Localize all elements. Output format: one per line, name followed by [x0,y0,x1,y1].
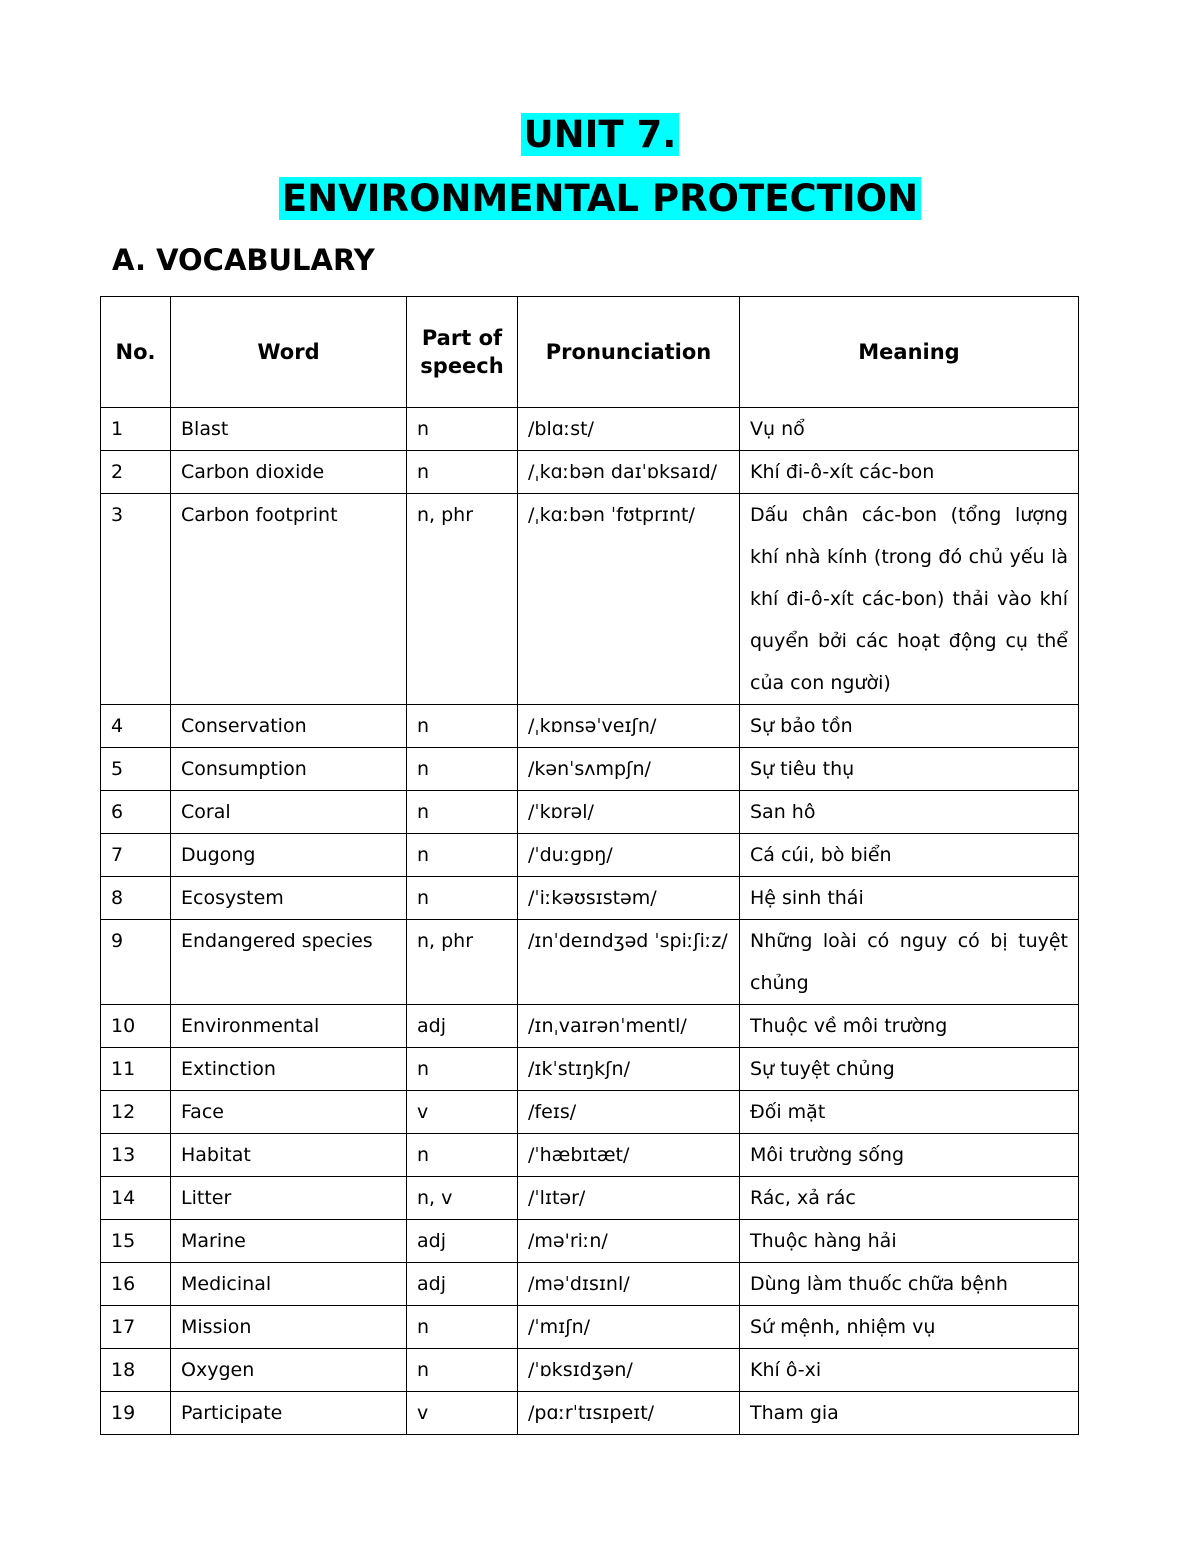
column-header-word: Word [171,297,407,408]
row-part-of-speech: v [407,1392,518,1435]
row-word: Marine [171,1220,407,1263]
row-part-of-speech: adj [407,1005,518,1048]
row-meaning: Rác, xả rác [740,1177,1079,1220]
row-part-of-speech: adj [407,1220,518,1263]
section-heading: A. VOCABULARY [112,243,375,277]
row-pronunciation: /ˈduːɡɒŋ/ [518,834,740,877]
row-number: 14 [101,1177,171,1220]
row-part-of-speech: n [407,1048,518,1091]
row-meaning: Tham gia [740,1392,1079,1435]
row-pronunciation: /ɪkˈstɪŋkʃn/ [518,1048,740,1091]
column-header-meaning: Meaning [740,297,1079,408]
row-word: Face [171,1091,407,1134]
row-number: 8 [101,877,171,920]
row-meaning: Thuộc hàng hải [740,1220,1079,1263]
row-meaning: Môi trường sống [740,1134,1079,1177]
table-row [101,1134,1079,1177]
row-meaning: Sự bảo tồn [740,705,1079,748]
row-word: Medicinal [171,1263,407,1306]
table-row [101,1091,1079,1134]
row-word: Carbon dioxide [171,451,407,494]
row-word: Environmental [171,1005,407,1048]
row-number: 15 [101,1220,171,1263]
row-part-of-speech: n, phr [407,920,518,1005]
table-row [101,1349,1079,1392]
row-meaning: Hệ sinh thái [740,877,1079,920]
row-number: 4 [101,705,171,748]
row-word: Litter [171,1177,407,1220]
row-part-of-speech: n, v [407,1177,518,1220]
table-row [101,705,1079,748]
row-number: 16 [101,1263,171,1306]
row-word: Mission [171,1306,407,1349]
row-pronunciation: /ɪnˌvaɪrənˈmentl/ [518,1005,740,1048]
table-row [101,1263,1079,1306]
vocabulary-table [100,296,1079,1435]
row-part-of-speech: n [407,748,518,791]
row-part-of-speech: v [407,1091,518,1134]
column-header-no: No. [101,297,171,408]
row-number: 6 [101,791,171,834]
table-row [101,920,1079,1005]
row-word: Blast [171,408,407,451]
row-word: Coral [171,791,407,834]
table-header-row [101,297,1079,408]
row-number: 5 [101,748,171,791]
row-number: 18 [101,1349,171,1392]
row-part-of-speech: n [407,705,518,748]
row-word: Oxygen [171,1349,407,1392]
row-word: Carbon footprint [171,494,407,705]
row-meaning: Vụ nổ [740,408,1079,451]
table-row [101,451,1079,494]
row-meaning: Thuộc về môi trường [740,1005,1079,1048]
row-part-of-speech: n [407,451,518,494]
row-pronunciation: /ˌkɑːbən daɪˈɒksaɪd/ [518,451,740,494]
row-pronunciation: /mə'riːn/ [518,1220,740,1263]
row-pronunciation: /ɪnˈdeɪndʒəd ˈspiːʃiːz/ [518,920,740,1005]
row-number: 3 [101,494,171,705]
row-pronunciation: /blɑːst/ [518,408,740,451]
row-word: Participate [171,1392,407,1435]
row-pronunciation: /feɪs/ [518,1091,740,1134]
row-meaning: Sứ mệnh, nhiệm vụ [740,1306,1079,1349]
table-row [101,1306,1079,1349]
row-pronunciation: /ˌkɒnsəˈveɪʃn/ [518,705,740,748]
row-number: 12 [101,1091,171,1134]
row-pronunciation: /ˈkɒrəl/ [518,791,740,834]
row-part-of-speech: n, phr [407,494,518,705]
row-part-of-speech: n [407,1306,518,1349]
row-number: 7 [101,834,171,877]
table-row [101,834,1079,877]
row-pronunciation: /pɑːrˈtɪsɪpeɪt/ [518,1392,740,1435]
row-pronunciation: /ˌkɑːbən ˈfʊtprɪnt/ [518,494,740,705]
row-meaning: San hô [740,791,1079,834]
row-meaning: Sự tiêu thụ [740,748,1079,791]
row-number: 9 [101,920,171,1005]
unit-title [0,112,1200,158]
row-number: 13 [101,1134,171,1177]
row-word: Conservation [171,705,407,748]
row-meaning: Sự tuyệt chủng [740,1048,1079,1091]
row-number: 19 [101,1392,171,1435]
row-word: Ecosystem [171,877,407,920]
row-part-of-speech: n [407,877,518,920]
table-row [101,1048,1079,1091]
row-word: Dugong [171,834,407,877]
row-pronunciation: /ˈlɪtər/ [518,1177,740,1220]
row-number: 11 [101,1048,171,1091]
table-row [101,748,1079,791]
row-meaning: Đối mặt [740,1091,1079,1134]
table-row [101,408,1079,451]
row-part-of-speech: n [407,1349,518,1392]
table-row [101,494,1079,705]
row-meaning: Dấu chân các-bon (tổng lượng khí nhà kính (trong đó chủ yếu là khí đi-ô-xít các-bon) thải vào khí quyển bởi các hoạt động cụ thể của con người) [740,494,1079,705]
row-word: Consumption [171,748,407,791]
row-part-of-speech: n [407,791,518,834]
table-row [101,791,1079,834]
row-word: Extinction [171,1048,407,1091]
row-number: 1 [101,408,171,451]
table-row [101,1220,1079,1263]
table-row [101,1177,1079,1220]
row-pronunciation: /ˈɒksɪdʒən/ [518,1349,740,1392]
row-number: 10 [101,1005,171,1048]
row-pronunciation: /ˈmɪʃn/ [518,1306,740,1349]
topic-title [0,176,1200,222]
row-part-of-speech: n [407,1134,518,1177]
row-meaning: Khí đi-ô-xít các-bon [740,451,1079,494]
row-pronunciation: /kənˈsʌmpʃn/ [518,748,740,791]
row-pronunciation: /məˈdɪsɪnl/ [518,1263,740,1306]
row-pronunciation: /ˈiːkəʊsɪstəm/ [518,877,740,920]
table-row [101,877,1079,920]
table-row [101,1005,1079,1048]
row-pronunciation: /ˈhæbɪtæt/ [518,1134,740,1177]
row-meaning: Những loài có nguy có bị tuyệt chủng [740,920,1079,1005]
table-row [101,1392,1079,1435]
row-part-of-speech: adj [407,1263,518,1306]
row-word: Habitat [171,1134,407,1177]
topic-title-text: ENVIRONMENTAL PROTECTION [279,177,921,220]
row-meaning: Cá cúi, bò biển [740,834,1079,877]
column-header-pronunciation: Pronunciation [518,297,740,408]
row-meaning: Dùng làm thuốc chữa bệnh [740,1263,1079,1306]
row-number: 2 [101,451,171,494]
row-word: Endangered species [171,920,407,1005]
row-part-of-speech: n [407,834,518,877]
row-meaning: Khí ô-xi [740,1349,1079,1392]
row-part-of-speech: n [407,408,518,451]
row-number: 17 [101,1306,171,1349]
column-header-part-of-speech: Part of speech [407,297,518,408]
unit-title-text: UNIT 7. [521,113,680,156]
